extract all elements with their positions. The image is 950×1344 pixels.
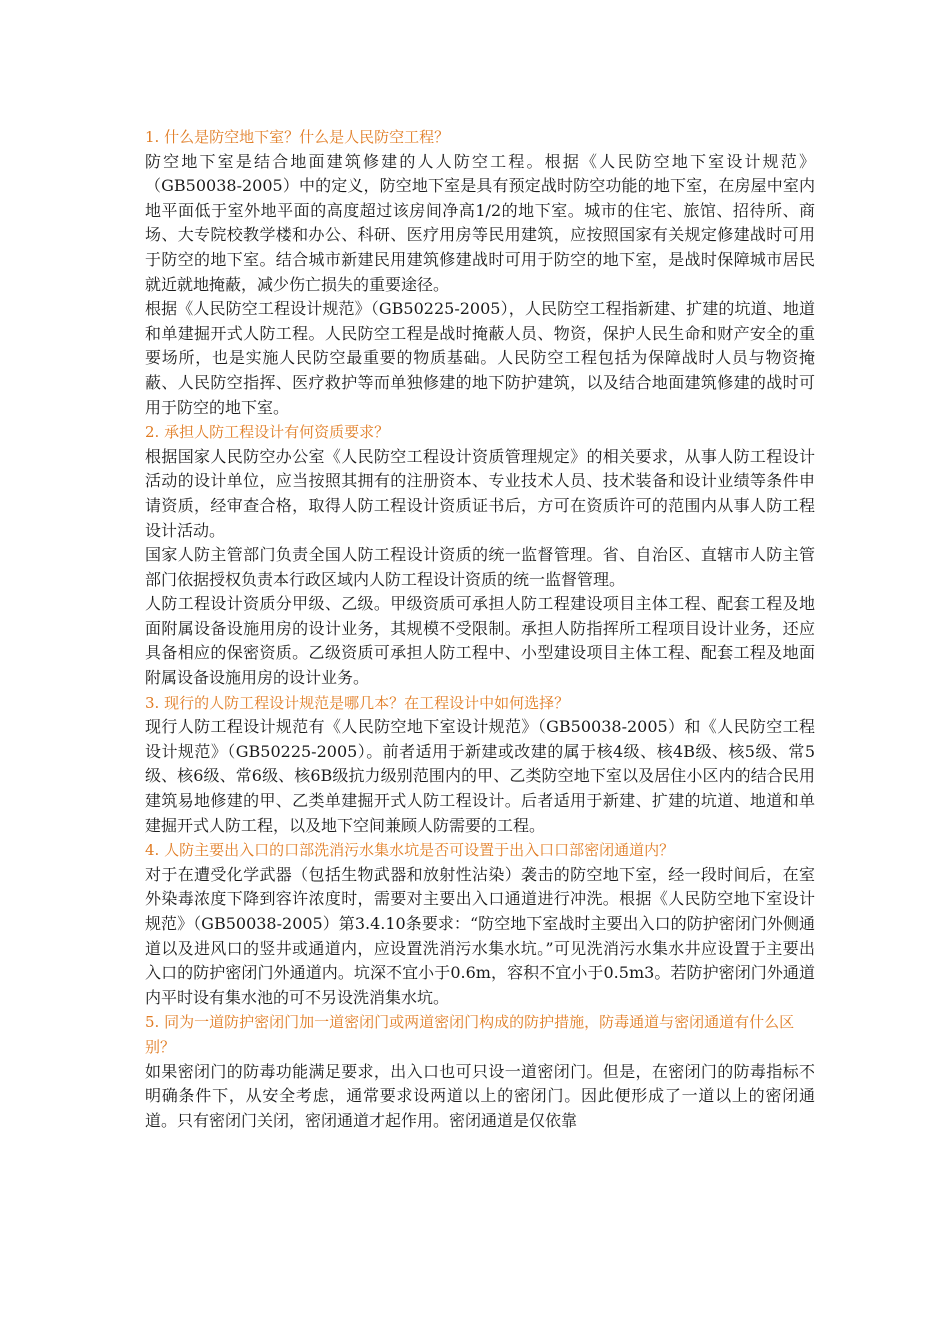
paragraph: 如果密闭门的防毒功能满足要求，出入口也可只设一道密闭门。但是，在密闭门的防毒指标不明确条件下，从安全考虑，通常要求设两道以上的密闭门。因此便形成了一道以上的密闭通道。只有密闭门关闭，密闭通道才起作用。密闭通道是仅依靠 <box>145 1061 815 1130</box>
paragraph: 防空地下室是结合地面建筑修建的人人防空工程。根据《人民防空地下室设计规范》（GB50038-2005）中的定义，防空地下室是具有预定战时防空功能的地下室，在房屋中室内地平面低于室外地平面的高度超过该房间净高1/2的地下室。城市的住宅、旅馆、招待所、商场、大专院校教学楼和办公、科研、医疗用房等民用建筑，应按照国家有关规定修建战时可用于防空的地下室。结合城市新建民用建筑修建战时可用于防空的地下室，是战时保障城市居民就近就地掩蔽，减少伤亡损失的重要途径。 <box>145 151 815 294</box>
paragraph: 现行人防工程设计规范有《人民防空地下室设计规范》（GB50038-2005）和《人民防空工程设计规范》（GB50225-2005）。前者适用于新建或改建的属于核4级、核4B级、核5级、常5级、核6级、常6级、核6B级抗力级别范围内的甲、乙类防空地下室以及居住小区内的结合民用建筑易地修建的甲、乙类单建掘开式人防工程设计。后者适用于新建、扩建的坑道、地道和单建掘开式人防工程，以及地下空间兼顾人防需要的工程。 <box>145 717 815 835</box>
paragraph: 对于在遭受化学武器（包括生物武器和放射性沾染）袭击的防空地下室，经一段时间后，在室外染毒浓度下降到容许浓度时，需要对主要出入口通道进行冲洗。根据《人民防空地下室设计规范》（GB50038-2005）第3.4.10条要求：“防空地下室战时主要出入口的防护密闭门外侧通道以及进风口的竖井或通道内，应设置洗消污水集水坑。”可见洗消污水集水井应设置于主要出入口的防护密闭门外通道内。坑深不宜小于0.6m，容积不宜小于0.5m3。若防护密闭门外通道内平时设有集水池的可不另设洗消集水坑。 <box>145 864 815 1007</box>
paragraph: 国家人防主管部门负责全国人防工程设计资质的统一监督管理。省、自治区、直辖市人防主管部门依据授权负责本行政区域内人防工程设计资质的统一监督管理。 <box>145 545 815 589</box>
document-body <box>145 125 815 1133</box>
paragraph: 人防工程设计资质分甲级、乙级。甲级资质可承担人防工程建设项目主体工程、配套工程及地面附属设备设施用房的设计业务，其规模不受限制。承担人防指挥所工程项目设计业务，还应具备相应的保密资质。乙级资质可承担人防工程中、小型建设项目主体工程、配套工程及地面附属设备设施用房的设计业务。 <box>145 594 815 688</box>
section-3 <box>145 691 815 839</box>
paragraph: 根据国家人民防空办公室《人民防空工程设计资质管理规定》的相关要求，从事人防工程设计活动的设计单位，应当按照其拥有的注册资本、专业技术人员、技术装备和设计业绩等条件申请资质，经审查合格，取得人防工程设计资质证书后，方可在资质许可的范围内从事人防工程设计活动。 <box>145 446 815 540</box>
section-5 <box>145 1010 815 1133</box>
section-heading: 5. 同为一道防护密闭门加一道密闭门或两道密闭门构成的防护措施，防毒通道与密闭通道有什么区别？ <box>145 1013 795 1056</box>
paragraph: 根据《人民防空工程设计规范》（GB50225-2005），人民防空工程指新建、扩建的坑道、地道和单建掘开式人防工程。人民防空工程是战时掩蔽人员、物资，保护人民生命和财产安全的重要场所，也是实施人民防空最重要的物质基础。人民防空工程包括为保障战时人员与物资掩蔽、人民防空指挥、医疗救护等而单独修建的地下防护建筑，以及结合地面建筑修建的战时可用于防空的地下室。 <box>145 299 815 417</box>
section-heading: 2. 承担人防工程设计有何资质要求？ <box>145 423 390 442</box>
section-heading: 1. 什么是防空地下室？什么是人民防空工程？ <box>145 128 450 146</box>
section-heading: 4. 人防主要出入口的口部洗消污水集水坑是否可设置于出入口口部密闭通道内？ <box>145 841 675 860</box>
section-heading: 3. 现行的人防工程设计规范是哪几本？在工程设计中如何选择？ <box>145 693 570 712</box>
section-4 <box>145 838 815 1010</box>
section-2 <box>145 420 815 691</box>
section-1 <box>145 125 815 420</box>
